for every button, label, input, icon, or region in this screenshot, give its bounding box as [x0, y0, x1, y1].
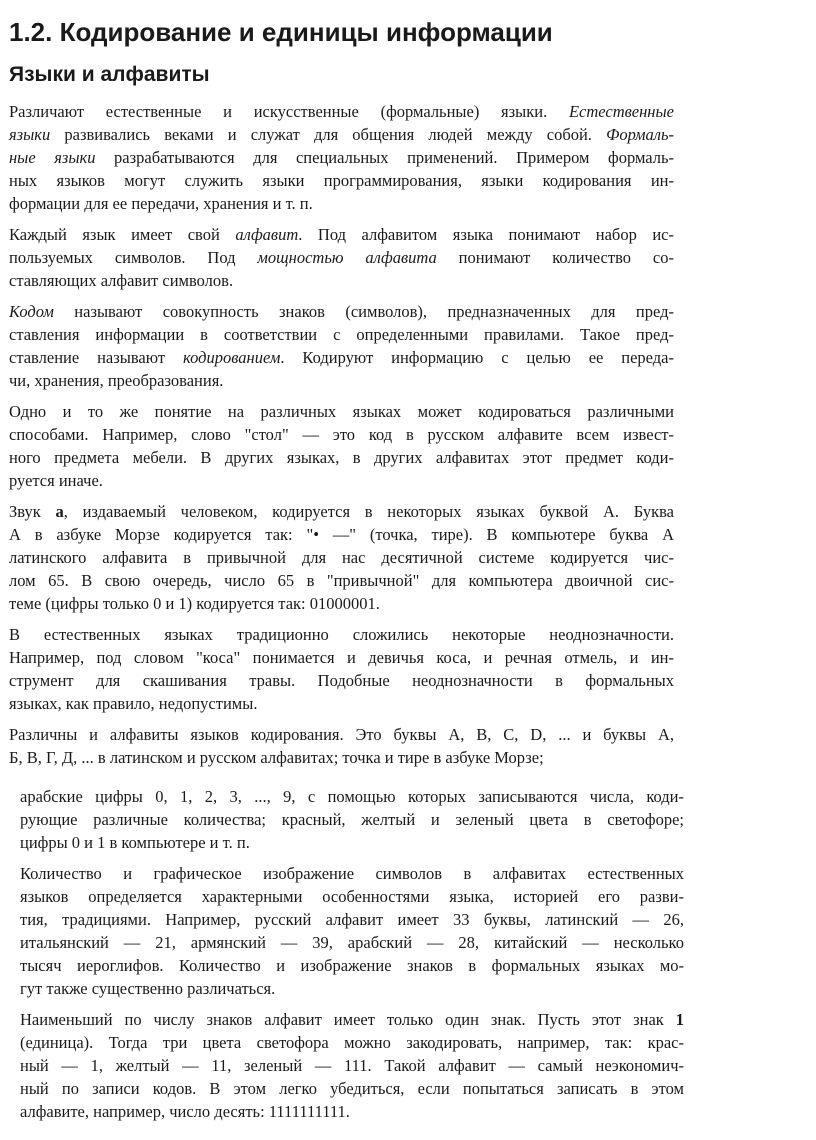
text-line — [9, 446, 674, 469]
text-run: лом 65. В свою очередь, число 65 в "привычной" для компьютера двоичной сис- — [9, 571, 674, 590]
text-run: Каждый язык имеет свой — [9, 225, 236, 244]
text-run: арабские цифры 0, 1, 2, 3, ..., 9, с помощью которых записываются числа, коди- — [20, 787, 684, 806]
italic-term: Формаль- — [606, 125, 674, 144]
text-line — [20, 831, 684, 854]
text-run: руется иначе. — [9, 471, 103, 490]
text-line — [9, 646, 674, 669]
italic-term: алфавит — [235, 225, 299, 244]
text-line — [9, 123, 674, 146]
text-line — [20, 931, 684, 954]
text-line — [9, 692, 674, 715]
text-run: В естественных языках традиционно сложились некоторые неоднозначности. — [9, 625, 674, 644]
text-run: чи, хранения, преобразования. — [9, 371, 224, 390]
text-run: Например, под словом "коса" понимается и девичья коса, и речная отмель, и ин- — [9, 648, 674, 667]
text-run: , издаваемый человеком, кодируется в некоторых языках буквой А. Буква — [63, 502, 674, 521]
text-run: Различают естественные и искусственные (формальные) языки. — [9, 102, 569, 121]
bold-term: а — [55, 502, 64, 521]
text-line — [9, 569, 674, 592]
text-run: (единица). Тогда три цвета светофора можно закодировать, например, так: крас- — [20, 1033, 684, 1052]
text-run: Наименьший по числу знаков алфавит имеет только один знак. Пусть этот знак — [20, 1010, 676, 1029]
text-run: Различны и алфавиты языков кодирования. Это буквы А, В, С, D, ... и буквы А, — [9, 725, 674, 744]
text-run: Б, В, Г, Д, ... в латинском и русском алфавитах; точка и тире в азбуке Морзе; — [9, 748, 544, 767]
text-line — [9, 592, 674, 615]
text-line — [9, 669, 674, 692]
text-run: языках, как правило, недопустимы. — [9, 694, 258, 713]
italic-term: мощностью алфавита — [257, 248, 437, 267]
text-run: ный — 1, желтый — 11, зеленый — 111. Такой алфавит — самый неэкономич- — [20, 1056, 684, 1075]
paragraph — [9, 100, 674, 215]
bold-term: 1 — [675, 1010, 684, 1029]
text-run: струмент для скашивания травы. Подобные неоднозначности в формальных — [9, 671, 674, 690]
text-run: развивались веками и служат для общения людей между собой. — [50, 125, 607, 144]
paragraph — [9, 623, 674, 715]
text-run: разрабатываются для специальных применений. Примером формаль- — [95, 148, 675, 167]
text-line — [9, 169, 674, 192]
text-line — [9, 269, 674, 292]
text-line — [9, 100, 674, 123]
text-line — [20, 1031, 684, 1054]
text-run: называют совокупность знаков (символов), предназначенных для пред- — [53, 302, 674, 321]
text-line — [9, 469, 674, 492]
text-line — [20, 885, 684, 908]
text-run: . Под алфавитом языка понимают набор ис- — [298, 225, 674, 244]
italic-term: языки — [9, 125, 51, 144]
text-line — [20, 862, 684, 885]
text-line — [9, 523, 674, 546]
text-line — [20, 1054, 684, 1077]
italic-term: кодированием — [182, 348, 281, 367]
text-line — [9, 223, 674, 246]
text-line — [20, 908, 684, 931]
section-heading: 1.2. Кодирование и единицы информации — [9, 17, 553, 47]
text-run: ный по записи кодов. В этом легко убедиться, если попытаться записать в этом — [20, 1079, 684, 1098]
text-run: гут также существенно различаться. — [20, 979, 276, 998]
text-run: формации для ее передачи, хранения и т. п. — [9, 194, 313, 213]
text-line — [20, 977, 684, 1000]
text-line — [9, 423, 674, 446]
text-line — [9, 500, 674, 523]
text-run: итальянский — 21, армянский — 39, арабский — 28, китайский — несколько — [20, 933, 684, 952]
text-block-upper — [9, 100, 674, 777]
text-line — [20, 954, 684, 977]
text-run: пользуемых символов. Под — [9, 248, 258, 267]
text-line — [9, 246, 674, 269]
text-line — [9, 400, 674, 423]
text-run: тысяч иероглифов. Количество и изображение знаков в формальных языках мо- — [20, 956, 684, 975]
text-run: цифры 0 и 1 в компьютере и т. п. — [20, 833, 250, 852]
text-line — [9, 192, 674, 215]
text-run: ного предмета мебели. В других языках, в других алфавитах этот предмет коди- — [9, 448, 674, 467]
text-run: ставление называют — [9, 348, 183, 367]
text-line — [20, 1077, 684, 1100]
text-line — [20, 808, 684, 831]
text-line — [20, 1008, 684, 1031]
text-line — [9, 623, 674, 646]
paragraph — [9, 300, 674, 392]
text-run: теме (цифры только 0 и 1) кодируется так: 01000001. — [9, 594, 380, 613]
text-run: Звук — [9, 502, 56, 521]
subsection-heading: Языки и алфавиты — [9, 63, 210, 86]
text-run: Количество и графическое изображение символов в алфавитах естественных — [20, 864, 684, 883]
text-line — [9, 346, 674, 369]
text-run: тия, традициями. Например, русский алфавит имеет 33 буквы, латинский — 26, — [20, 910, 684, 929]
text-line — [9, 546, 674, 569]
text-line — [9, 323, 674, 346]
text-line — [20, 785, 684, 808]
text-line — [9, 723, 674, 746]
text-run: ных языков могут служить языки программирования, языки кодирования ин- — [9, 171, 674, 190]
text-line — [9, 369, 674, 392]
paragraph — [9, 500, 674, 615]
text-block-lower — [20, 785, 684, 1131]
italic-term: ные языки — [9, 148, 96, 167]
text-run: способами. Например, слово "стол" — это код в русском алфавите всем извест- — [9, 425, 674, 444]
text-run: латинского алфавита в привычной для нас десятичной системе кодируется чис- — [9, 548, 674, 567]
text-line — [20, 1100, 684, 1123]
text-run: языков определяется характерными особенностями языка, историей его разви- — [20, 887, 684, 906]
text-line — [9, 746, 674, 769]
paragraph — [20, 1008, 684, 1123]
text-line — [9, 300, 674, 323]
italic-term: Естественные — [568, 102, 674, 121]
text-run: алфавите, например, число десять: 1111111111. — [20, 1102, 350, 1121]
text-run: Одно и то же понятие на различных языках может кодироваться различными — [9, 402, 674, 421]
italic-term: Кодом — [9, 302, 54, 321]
paragraph — [9, 723, 674, 769]
text-run: рующие различные количества; красный, желтый и зеленый цвета в светофоре; — [20, 810, 684, 829]
text-run: ставления информации в соответствии с определенными правилами. Такое пред- — [9, 325, 674, 344]
text-run: . Кодируют информацию с целью ее переда- — [280, 348, 674, 367]
paragraph — [9, 223, 674, 292]
text-run: понимают количество со- — [436, 248, 674, 267]
paragraph — [9, 400, 674, 492]
paragraph — [20, 862, 684, 1000]
text-run: А в азбуке Морзе кодируется так: "• —" (точка, тире). В компьютере буква А — [9, 525, 674, 544]
paragraph — [20, 785, 684, 854]
text-run: ставляющих алфавит символов. — [9, 271, 234, 290]
text-line — [9, 146, 674, 169]
